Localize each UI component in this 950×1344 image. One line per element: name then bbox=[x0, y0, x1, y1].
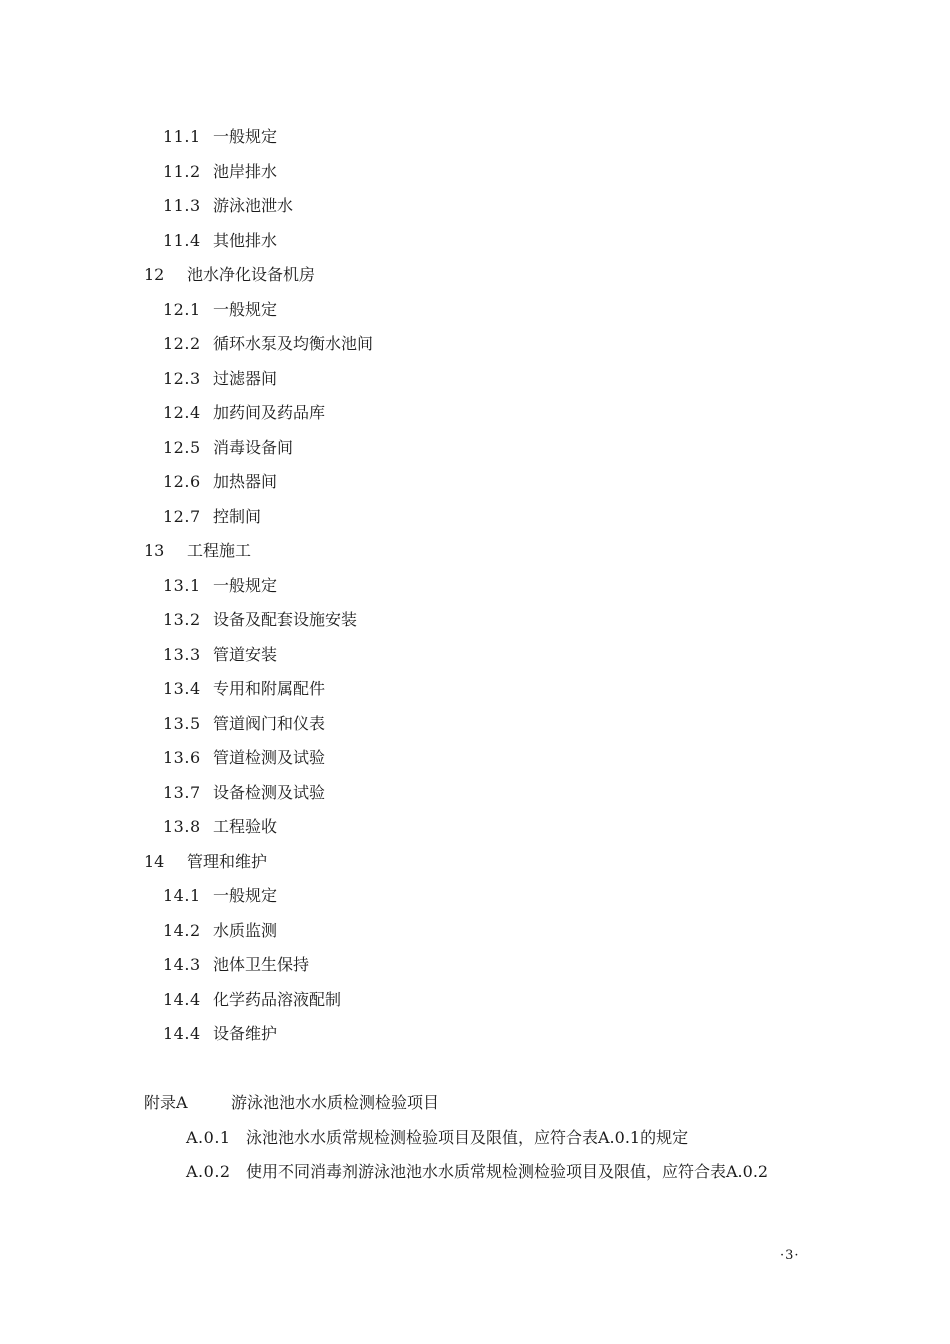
toc-chapter-title: 池水净化设备机房 bbox=[187, 265, 316, 284]
appendix-heading[interactable] bbox=[0, 1086, 950, 1121]
toc-entry[interactable] bbox=[0, 741, 950, 776]
toc-entry-number: 12.4 bbox=[163, 403, 201, 422]
toc-entry[interactable] bbox=[0, 810, 950, 845]
toc-entry-title: 一般规定 bbox=[213, 299, 278, 319]
toc-chapter[interactable] bbox=[0, 258, 950, 293]
toc-entry-title: 控制间 bbox=[213, 506, 262, 526]
toc-entry-title: 设备检测及试验 bbox=[213, 782, 326, 802]
toc-entry[interactable] bbox=[0, 776, 950, 811]
toc-entry-title: 专用和附属配件 bbox=[213, 679, 326, 698]
toc-entry-number: 11.1 bbox=[163, 127, 201, 146]
toc-entry-number: 12.7 bbox=[163, 506, 201, 526]
toc-entry[interactable] bbox=[0, 155, 950, 190]
toc-entry-number: 12.3 bbox=[163, 368, 201, 388]
toc-entry-number: 13.4 bbox=[163, 679, 201, 698]
toc-entry-title: 池岸排水 bbox=[213, 161, 278, 181]
toc-entry[interactable] bbox=[0, 465, 950, 500]
toc-chapter[interactable] bbox=[0, 534, 950, 569]
toc-entry-number: 13.2 bbox=[163, 610, 201, 629]
toc-chapter-number: 13 bbox=[144, 541, 165, 560]
toc-entry-number: 14.4 bbox=[163, 1024, 201, 1043]
toc-entry-number: 13.3 bbox=[163, 644, 201, 664]
toc-entry[interactable] bbox=[0, 120, 950, 155]
toc-entry-number: 11.3 bbox=[163, 196, 201, 215]
appendix-number: 附录A bbox=[144, 1093, 188, 1112]
toc-entry[interactable] bbox=[0, 879, 950, 914]
appendix-item[interactable] bbox=[0, 1155, 950, 1190]
toc-entry-title: 循环水泵及均衡水池间 bbox=[213, 334, 374, 353]
toc-chapter-title: 管理和维护 bbox=[187, 851, 268, 871]
table-of-contents bbox=[0, 120, 950, 1052]
appendix-item-number: A.0.1 bbox=[186, 1127, 231, 1147]
toc-entry-title: 设备及配套设施安装 bbox=[213, 610, 358, 629]
toc-entry[interactable] bbox=[0, 1017, 950, 1052]
toc-entry-number: 11.4 bbox=[163, 230, 201, 250]
toc-entry-number: 13.5 bbox=[163, 713, 201, 733]
appendix-item-title: 泳池池水水质常规检测检验项目及限值，应符合表A.0.1的规定 bbox=[246, 1127, 689, 1147]
appendix-title: 游泳池池水水质检测检验项目 bbox=[231, 1093, 440, 1112]
toc-entry[interactable] bbox=[0, 707, 950, 742]
toc-entry[interactable] bbox=[0, 396, 950, 431]
toc-entry-title: 化学药品溶液配制 bbox=[213, 989, 342, 1009]
toc-entry-title: 过滤器间 bbox=[213, 368, 278, 388]
toc-entry-title: 加药间及药品库 bbox=[213, 403, 326, 422]
toc-entry-number: 13.6 bbox=[163, 748, 201, 767]
toc-entry[interactable] bbox=[0, 327, 950, 362]
toc-entry-title: 工程验收 bbox=[213, 817, 278, 836]
toc-entry-number: 11.2 bbox=[163, 161, 201, 181]
page-number: ·3· bbox=[780, 1248, 800, 1263]
toc-entry[interactable] bbox=[0, 189, 950, 224]
toc-entry[interactable] bbox=[0, 914, 950, 949]
toc-chapter[interactable] bbox=[0, 845, 950, 880]
toc-entry-number: 13.7 bbox=[163, 782, 201, 802]
toc-chapter-number: 12 bbox=[144, 265, 165, 284]
toc-entry[interactable] bbox=[0, 638, 950, 673]
toc-entry-title: 设备维护 bbox=[213, 1024, 278, 1043]
toc-entry[interactable] bbox=[0, 362, 950, 397]
toc-entry[interactable] bbox=[0, 569, 950, 604]
toc-entry-number: 12.6 bbox=[163, 472, 201, 491]
toc-entry[interactable] bbox=[0, 500, 950, 535]
toc-entry[interactable] bbox=[0, 224, 950, 259]
toc-entry[interactable] bbox=[0, 948, 950, 983]
toc-entry-title: 游泳池泄水 bbox=[213, 196, 294, 215]
toc-entry[interactable] bbox=[0, 983, 950, 1018]
toc-entry[interactable] bbox=[0, 603, 950, 638]
appendix-item[interactable] bbox=[0, 1121, 950, 1156]
toc-entry[interactable] bbox=[0, 293, 950, 328]
toc-entry-title: 一般规定 bbox=[213, 575, 278, 595]
toc-entry-number: 12.5 bbox=[163, 437, 201, 457]
toc-entry-number: 14.1 bbox=[163, 886, 201, 905]
toc-entry[interactable] bbox=[0, 431, 950, 466]
toc-entry-title: 池体卫生保持 bbox=[213, 955, 310, 974]
toc-entry-title: 水质监测 bbox=[213, 920, 278, 940]
toc-chapter-title: 工程施工 bbox=[187, 541, 252, 560]
toc-entry-number: 12.2 bbox=[163, 334, 201, 353]
toc-entry-number: 14.4 bbox=[163, 989, 201, 1009]
toc-entry-title: 管道安装 bbox=[213, 644, 278, 664]
appendix-item-title: 使用不同消毒剂游泳池池水水质常规检测检验项目及限值，应符合表A.0.2 bbox=[246, 1162, 769, 1181]
toc-entry-title: 管道检测及试验 bbox=[213, 748, 326, 767]
toc-entry[interactable] bbox=[0, 672, 950, 707]
toc-entry-number: 12.1 bbox=[163, 299, 201, 319]
toc-entry-title: 其他排水 bbox=[213, 230, 278, 250]
toc-entry-title: 一般规定 bbox=[213, 886, 278, 905]
toc-entry-number: 13.1 bbox=[163, 575, 201, 595]
toc-entry-title: 管道阀门和仪表 bbox=[213, 713, 326, 733]
toc-entry-number: 13.8 bbox=[163, 817, 201, 836]
toc-entry-number: 14.3 bbox=[163, 955, 201, 974]
appendix-item-number: A.0.2 bbox=[186, 1162, 231, 1181]
toc-entry-title: 一般规定 bbox=[213, 127, 278, 146]
toc-chapter-number: 14 bbox=[144, 851, 165, 871]
toc-entry-title: 消毒设备间 bbox=[213, 437, 294, 457]
appendix-section bbox=[0, 1086, 950, 1190]
toc-entry-title: 加热器间 bbox=[213, 472, 278, 491]
toc-entry-number: 14.2 bbox=[163, 920, 201, 940]
